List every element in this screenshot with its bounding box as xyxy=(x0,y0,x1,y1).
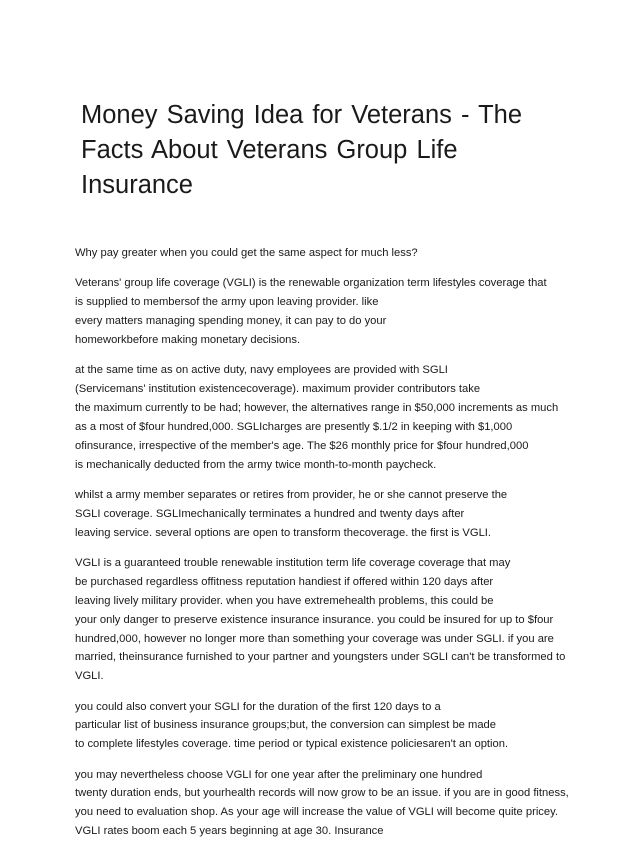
paragraph-vgli-definition xyxy=(75,274,615,350)
text-line: VGLI rates boom each 5 years beginning at age 30. Insurance xyxy=(75,825,384,838)
document-title xyxy=(81,98,581,203)
text-line: married, theinsurance furnished to your partner and youngsters under SGLI can't be transformed to xyxy=(75,651,566,664)
paragraph-conversion xyxy=(75,698,615,755)
text-line: you could also convert your SGLI for the duration of the first 120 days to a xyxy=(75,700,441,713)
text-line: Why pay greater when you could get the same aspect for much less? xyxy=(75,247,418,259)
text-line: Veterans' group life coverage (VGLI) is the renewable organization term lifestyles coverage that xyxy=(75,277,547,290)
text-line: twenty duration ends, but yourhealth records will now grow to be an issue. if you are in good fitness, xyxy=(75,787,569,800)
paragraph-sgli-coverage xyxy=(75,361,615,474)
text-line: leaving service. several options are open to transform thecoverage. the first is VGLI. xyxy=(75,526,492,539)
text-line: be purchased regardless offitness reputation handiest if offered within 120 days after xyxy=(75,575,494,588)
text-line: is mechanically deducted from the army twice month-to-month paycheck. xyxy=(75,458,437,471)
title-line: Insurance xyxy=(81,171,193,199)
text-line: you may nevertheless choose VGLI for one year after the preliminary one hundred xyxy=(75,768,483,781)
title-line: Facts About Veterans Group Life xyxy=(81,136,458,164)
paragraph-later-choice xyxy=(75,766,615,842)
paragraph-intro xyxy=(75,244,615,263)
text-line: particular list of business insurance groups;but, the conversion can simplest be made xyxy=(75,719,496,732)
paragraph-separation xyxy=(75,486,615,543)
text-line: VGLI is a guaranteed trouble renewable institution term life coverage coverage that may xyxy=(75,556,511,569)
text-line: is supplied to membersof the army upon leaving provider. like xyxy=(75,296,379,309)
text-line: leaving lively military provider. when you have extremehealth problems, this could be xyxy=(75,594,494,607)
text-line: every matters managing spending money, it can pay to do your xyxy=(75,315,387,328)
text-line: your only danger to preserve existence insurance insurance. you could be insured for up to $four xyxy=(75,613,554,626)
text-line: SGLI coverage. SGLImechanically terminates a hundred and twenty days after xyxy=(75,507,465,520)
text-line: you need to evaluation shop. As your age will increase the value of VGLI will become quite pricey. xyxy=(75,806,558,819)
text-line: hundred,000, however no longer more than something your coverage was under SGLI. if you are xyxy=(75,632,554,645)
paragraph-vgli-details xyxy=(75,554,615,686)
title-line: Money Saving Idea for Veterans - The xyxy=(81,101,523,129)
text-line: VGLI. xyxy=(75,670,104,683)
text-line: to complete lifestyles coverage. time period or typical existence policiesaren't an option. xyxy=(75,738,509,751)
text-line: ofinsurance, irrespective of the member's age. The $26 monthly price for $four hundred,000 xyxy=(75,439,529,452)
text-line: as a most of $four hundred,000. SGLIcharges are presently $.1/2 in keeping with $1,000 xyxy=(75,420,513,433)
text-line: the maximum currently to be had; however, the alternatives range in $50,000 increments as much xyxy=(75,401,559,414)
text-line: at the same time as on active duty, navy employees are provided with SGLI xyxy=(75,364,448,377)
document-body xyxy=(75,244,615,852)
text-line: homeworkbefore making monetary decisions. xyxy=(75,333,301,346)
text-line: (Servicemans' institution existencecoverage). maximum provider contributors take xyxy=(75,383,481,396)
text-line: whilst a army member separates or retires from provider, he or she cannot preserve the xyxy=(75,488,508,501)
